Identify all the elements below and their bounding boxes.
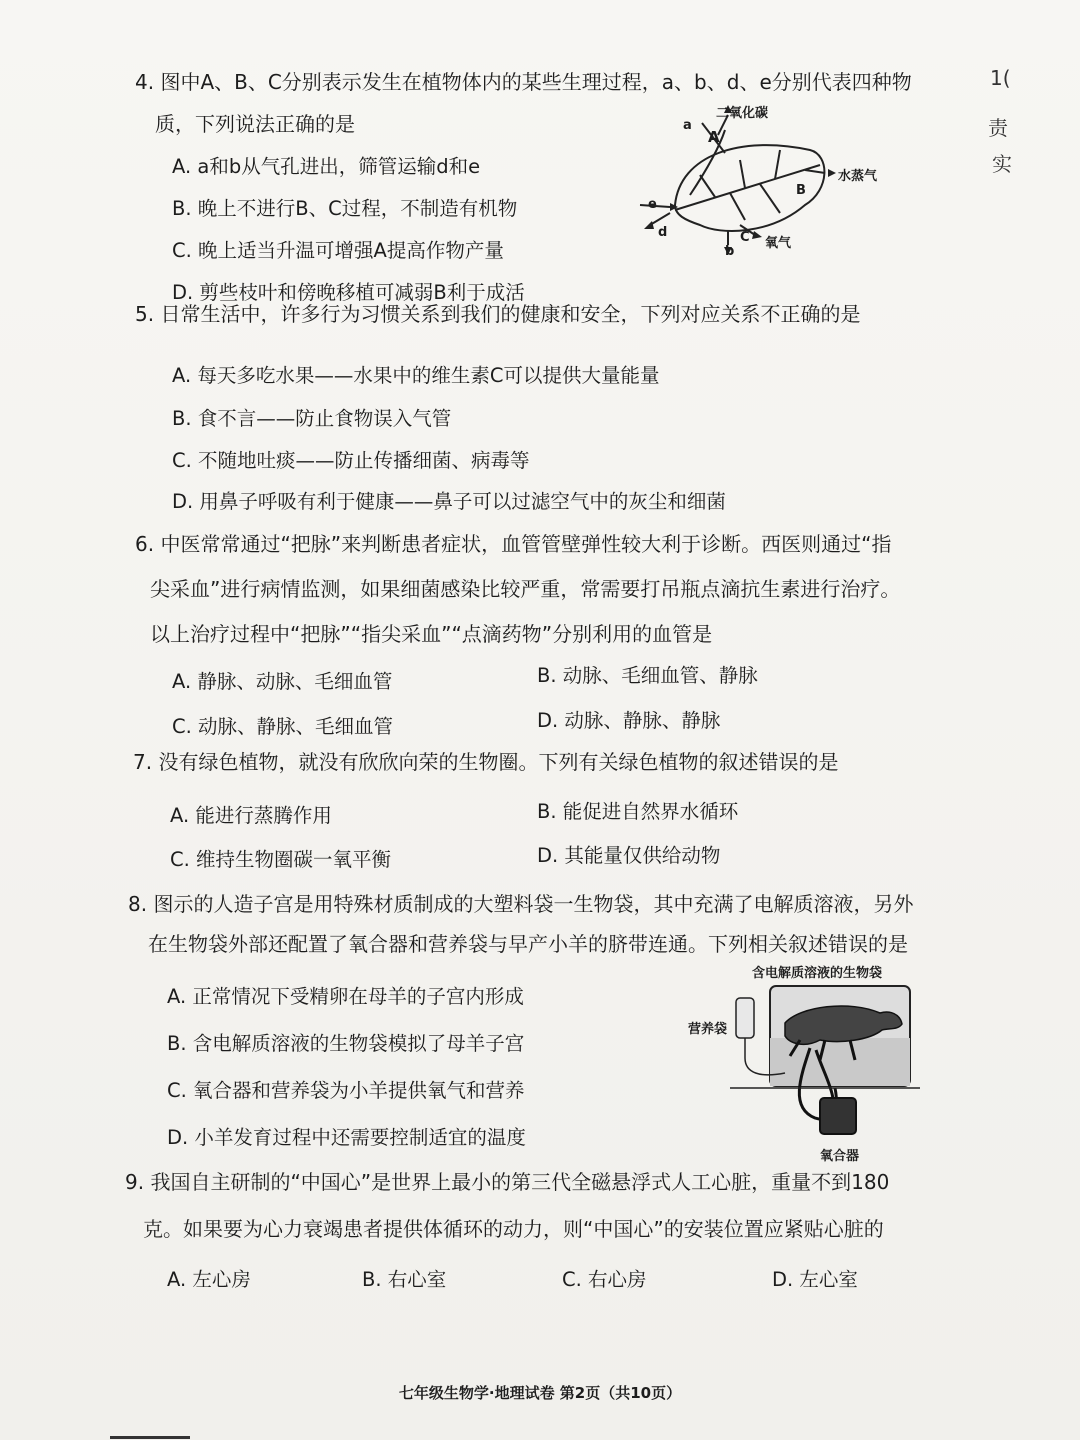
q6-option-c: C. 动脉、静脉、毛细血管 — [172, 715, 394, 738]
bottom-rule — [110, 1436, 190, 1439]
q5-option-a: A. 每天多吃水果——水果中的维生素C可以提供大量能量 — [172, 364, 660, 387]
q9-option-b: B. 右心室 — [362, 1268, 447, 1291]
q9-option-d: D. 左心室 — [772, 1268, 858, 1291]
figure-label-oxygenator: 氧合器 — [820, 1149, 860, 1164]
q8-option-d: D. 小羊发育过程中还需要控制适宜的温度 — [167, 1126, 526, 1149]
q6-option-a: A. 静脉、动脉、毛细血管 — [172, 670, 393, 693]
q7-option-d: D. 其能量仅供给动物 — [537, 844, 721, 867]
q6-stem-line3: 以上治疗过程中“把脉”“指尖采血”“点滴药物”分别利用的血管是 — [150, 622, 713, 646]
leaf-label-A: A — [708, 128, 720, 146]
q6-stem-line2: 尖采血”进行病情监测，如果细菌感染比较严重，常需要打吊瓶点滴抗生素进行治疗。 — [150, 577, 901, 601]
q5-option-d: D. 用鼻子呼吸有利于健康——鼻子可以过滤空气中的灰尘和细菌 — [172, 490, 726, 513]
leaf-label-oxygen: 氧气 — [765, 236, 792, 251]
q6-stem-line1: 6. 中医常常通过“把脉”来判断患者症状，血管管壁弹性较大利于诊断。西医则通过“指 — [135, 532, 892, 556]
q4-option-a: A. a和b从气孔进出，筛管运输d和e — [172, 155, 481, 178]
leaf-label-C: C — [740, 230, 750, 245]
q9-stem-line2: 克。如果要为心力衰竭患者提供体循环的动力，则“中国心”的安装位置应紧贴心脏的 — [143, 1217, 884, 1241]
q7-option-b: B. 能促进自然界水循环 — [537, 800, 739, 823]
q6-option-d: D. 动脉、静脉、静脉 — [537, 709, 721, 732]
q9-stem-line1: 9. 我国自主研制的“中国心”是世界上最小的第三代全磁悬浮式人工心脏，重量不到180 — [125, 1170, 890, 1194]
q7-option-c: C. 维持生物圈碳一氧平衡 — [170, 848, 392, 871]
leaf-label-B: B — [796, 183, 806, 198]
q5-stem: 5. 日常生活中，许多行为习惯关系到我们的健康和安全，下列对应关系不正确的是 — [135, 302, 861, 326]
leaf-label-e: e — [648, 197, 657, 212]
edge-fragment-3: 实 — [992, 152, 1012, 176]
q4-stem-line2: 质，下列说法正确的是 — [155, 112, 355, 136]
leaf-label-co2: 二氧化碳 — [716, 106, 769, 121]
q7-option-a: A. 能进行蒸腾作用 — [170, 804, 332, 827]
q9-option-c: C. 右心房 — [562, 1268, 647, 1291]
leaf-label-a: a — [683, 118, 692, 133]
q8-option-b: B. 含电解质溶液的生物袋模拟了母羊子宫 — [167, 1032, 525, 1055]
q9-option-a: A. 左心房 — [167, 1268, 251, 1291]
figure-label-nutrition-bag: 营养袋 — [688, 1022, 728, 1037]
edge-fragment-1: 1( — [990, 66, 1011, 90]
q5-option-c: C. 不随地吐痰——防止传播细菌、病毒等 — [172, 449, 530, 472]
edge-fragment-2: 责 — [988, 116, 1008, 140]
q8-stem-line1: 8. 图示的人造子宫是用特殊材质制成的大塑料袋一生物袋，其中充满了电解质溶液，另外 — [128, 892, 914, 916]
page-footer: 七年级生物学·地理试卷 第2页（共10页） — [398, 1384, 682, 1402]
leaf-label-b: b — [725, 244, 735, 259]
q7-stem: 7. 没有绿色植物，就没有欣欣向荣的生物圈。下列有关绿色植物的叙述错误的是 — [133, 750, 839, 774]
q6-option-b: B. 动脉、毛细血管、静脉 — [537, 664, 758, 687]
leaf-label-d: d — [658, 225, 668, 240]
q4-stem-line1: 4. 图中A、B、C分别表示发生在植物体内的某些生理过程，a、b、d、e分别代表四种物 — [135, 70, 912, 94]
q4-option-d: D. 剪些枝叶和傍晚移植可减弱B利于成活 — [172, 281, 525, 304]
figure-label-bio-bag: 含电解质溶液的生物袋 — [752, 966, 883, 981]
q4-option-b: B. 晚上不进行B、C过程，不制造有机物 — [172, 197, 518, 220]
q4-option-c: C. 晚上适当升温可增强A提高作物产量 — [172, 239, 504, 262]
artificial-womb-figure — [730, 978, 920, 1148]
q5-option-b: B. 食不言——防止食物误入气管 — [172, 407, 452, 430]
q8-option-c: C. 氧合器和营养袋为小羊提供氧气和营养 — [167, 1079, 525, 1102]
q8-stem-line2: 在生物袋外部还配置了氧合器和营养袋与早产小羊的脐带连通。下列相关叙述错误的是 — [148, 932, 908, 956]
q8-option-a: A. 正常情况下受精卵在母羊的子宫内形成 — [167, 985, 524, 1008]
leaf-label-water-vapor: 水蒸气 — [838, 169, 878, 184]
